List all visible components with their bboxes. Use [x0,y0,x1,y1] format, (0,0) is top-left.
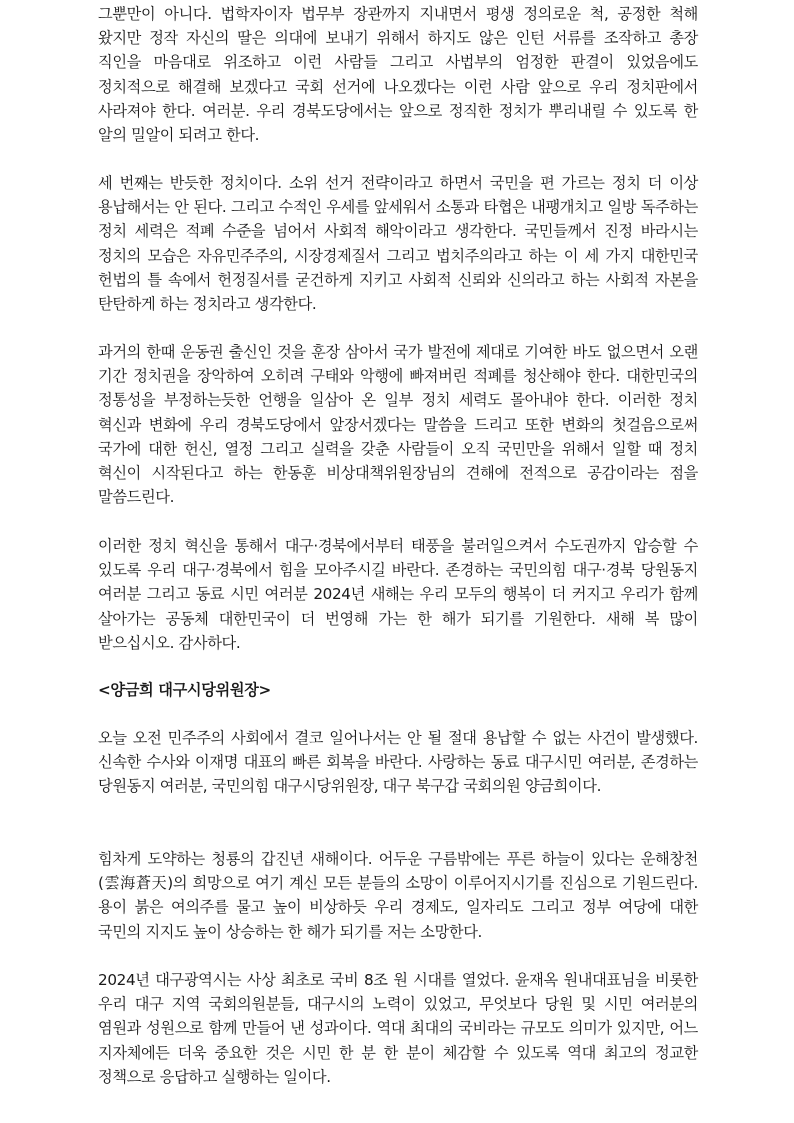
paragraph-blue-dragon-year: 힘차게 도약하는 청룡의 갑진년 새해이다. 어두운 구름밖에는 푸른 하늘이 있다는 운해창천(雲海蒼天)의 희망으로 여기 계신 모든 분들의 소망이 이루어지시기를 진심으로 기원드린다. 용이 붉은 여의주를 물고 높이 비상하듯 우리 경제도, 일자리도 그리고 정부 여당에 대한 국민의 지지도 높이 상승하는 한 해가 되기를 저는 소망한다. [98,850,698,941]
paragraph-new-year-wishes: 이러한 정치 혁신을 통해서 대구·경북에서부터 태풍을 불러일으켜서 수도권까지 압승할 수 있도록 우리 대구·경북에서 힘을 모아주시길 바란다. 존경하는 국민의힘 대구·경북 당원동지 여러분 그리고 동료 시민 여러분 2024년 새해는 우리 모두의 행복이 더 커지고 우리가 함께 살아가는 공동체 대한민국이 더 번영해 가는 한 해가 되기를 기원한다. 새해 복 많이 받으십시오. 감사하다. [98,537,698,652]
paragraph-honest-politics: 그뿐만이 아니다. 법학자이자 법무부 장관까지 지내면서 평생 정의로운 척, 공정한 척해 왔지만 정작 자신의 딸은 의대에 보내기 위해서 하지도 않은 인턴 서류를 조작하고 총장 직인을 마음대로 위조하고 이런 사람들 그리고 사법부의 엄정한 판결이 있었음에도 정치적으로 해결해 보겠다고 국회 선거에 나오겠다는 이런 사람 앞으로 우리 정치판에서 사라져야 한다. 여러분. 우리 경북도당에서는 앞으로 정직한 정치가 뿌리내릴 수 있도록 한 알의 밀알이 되려고 한다. [98,5,698,145]
section-heading: <양금희 대구시당위원장> [98,681,271,699]
paragraph-political-reform: 과거의 한때 운동권 출신인 것을 훈장 삼아서 국가 발전에 제대로 기여한 바도 없으면서 오랜 기간 정치권을 장악하여 오히려 구태와 악행에 빠져버린 적폐를 청산해야 한다. 대한민국의 정통성을 부정하는듯한 언행을 일삼아 온 일부 정치 세력도 몰아내야 한다. 이러한 정치 혁신과 변화에 우리 경북도당에서 앞장서겠다는 말씀을 드리고 또한 변화의 첫걸음으로써 국가에 대한 헌신, 열정 그리고 실력을 갖춘 사람들이 오직 국민만을 위해서 일할 때 정치 혁신이 시작된다고 하는 한동훈 비상대책위원장님의 견해에 전적으로 공감이라는 점을 말씀드린다. [98,343,698,507]
paragraph-speech-opening: 오늘 오전 민주주의 사회에서 결코 일어나서는 안 될 절대 용납할 수 없는 사건이 발생했다. 신속한 수사와 이재명 대표의 빠른 회복을 바란다. 사랑하는 동료 대구시민 여러분, 존경하는 당원동지 여러분, 국민의힘 대구시당위원장, 대구 북구갑 국회의원 양금희이다. [98,729,698,796]
paragraph-upright-politics: 세 번째는 반듯한 정치이다. 소위 선거 전략이라고 하면서 국민을 편 가르는 정치 더 이상 용납해서는 안 된다. 그리고 수적인 우세를 앞세워서 소통과 타협은 내팽개치고 일방 독주하는 정치 세력은 적폐 수준을 넘어서 사회적 해악이라고 생각한다. 국민들께서 진정 바라시는 정치의 모습은 자유민주주의, 시장경제질서 그리고 법치주의라고 하는 이 세 가지 대한민국 헌법의 틀 속에서 헌정질서를 굳건하게 지키고 사회적 신뢰와 신의라고 하는 사회적 자본을 탄탄하게 하는 정치라고 생각한다. [98,174,698,314]
paragraph-national-budget: 2024년 대구광역시는 사상 최초로 국비 8조 원 시대를 열었다. 윤재옥 원내대표님을 비롯한 우리 대구 지역 국회의원분들, 대구시의 노력이 있었고, 무엇보다 당원 및 시민 여러분의 염원과 성원으로 함께 만들어 낸 성과이다. 역대 최대의 국비라는 규모도 의미가 있지만, 어느 지자체에든 더욱 중요한 것은 시민 한 분 한 분이 체감할 수 있도록 역대 최고의 정교한 정책으로 응답하고 실행하는 일이다. [98,971,698,1086]
